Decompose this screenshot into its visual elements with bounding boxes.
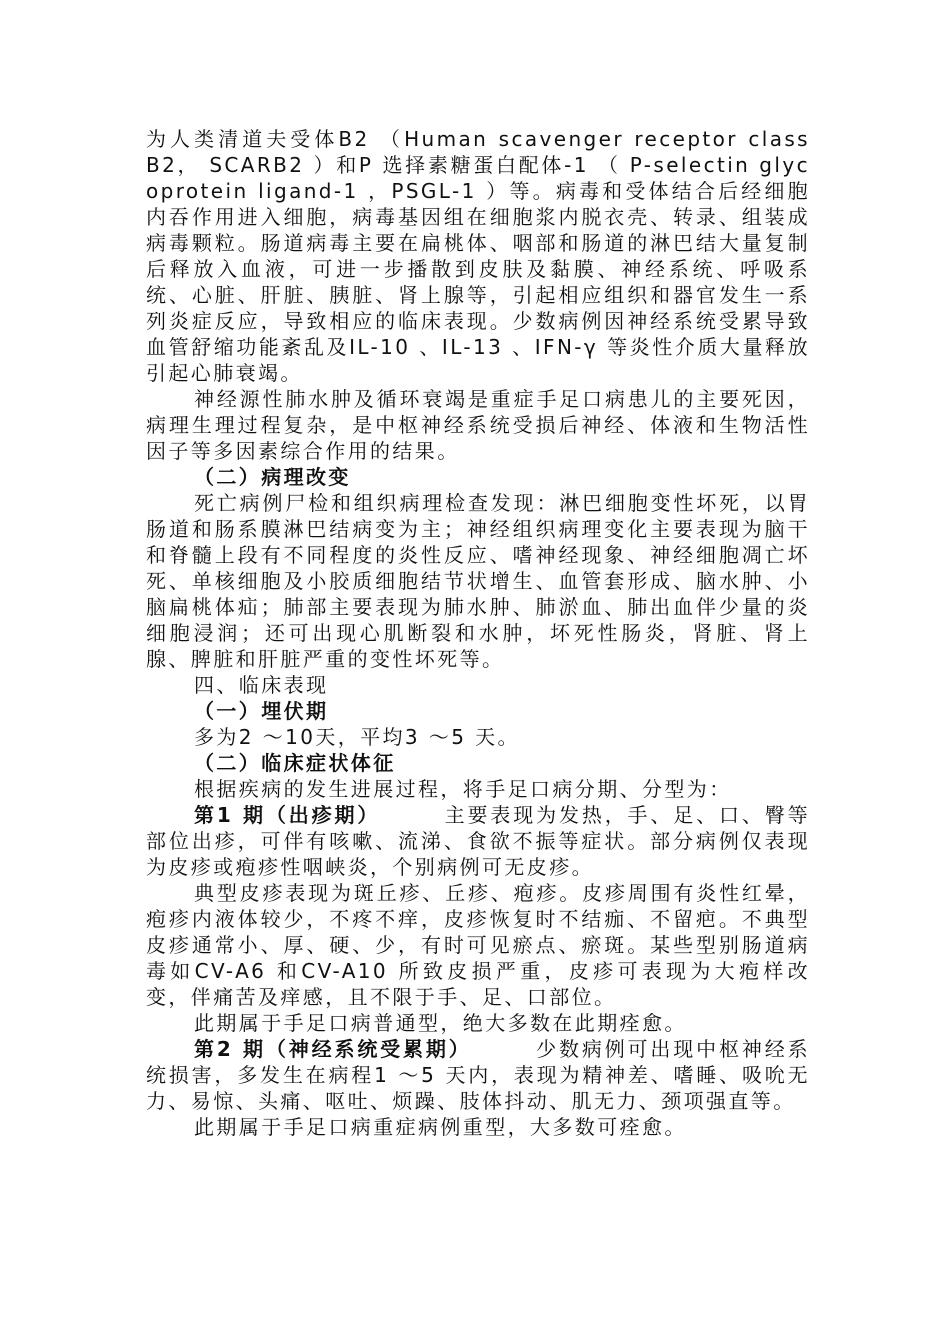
paragraph-death-cause: 神经源性肺水肿及循环衰竭是重症手足口病患儿的主要死因，病理生理过程复杂，是中枢神经系统受损后神经、体液和生物活性因子等多因素综合作用的结果。 xyxy=(146,387,810,463)
stage-1-text: 主要表现为发热，手、足、口、臀等部位出疹，可伴有咳嗽、流涕、食欲不振等症状。部分病例仅表现为皮疹或疱疹性咽峡炎，个别病例可无皮疹。 xyxy=(146,803,810,879)
paragraph-typical-rash: 典型皮疹表现为斑丘疹、丘疹、疱疹。皮疹周围有炎性红晕，疱疹内液体较少，不疼不痒，皮疹恢复时不结痂、不留疤。不典型皮疹通常小、厚、硬、少，有时可见瘀点、瘀斑。某些型别肠道病毒如CV-A6 和CV-A10 所致皮损严重，皮疹可表现为大疱样改变，伴痛苦及痒感，且不限于手、足、口部位。 xyxy=(146,881,810,1009)
paragraph-stage-1 xyxy=(146,802,810,880)
stage-2-label: 第2 期（神经系统受累期） xyxy=(194,1037,472,1061)
heading-pathology-changes: （二）病理改变 xyxy=(194,465,351,489)
heading-clinical-symptoms: （二）临床症状体征 xyxy=(194,751,396,775)
heading-incubation-period: （一）埋伏期 xyxy=(194,699,329,723)
heading-clinical-manifestations: 四、临床表现 xyxy=(194,673,329,697)
paragraph-stage-2 xyxy=(146,1036,810,1114)
paragraph-pathology-findings: 死亡病例尸检和组织病理检查发现：淋巴细胞变性坏死，以胃肠道和肠系膜淋巴结病变为主；神经组织病理变化主要表现为脑干和脊髓上段有不同程度的炎性反应、嗜神经现象、神经细胞凋亡坏死、单核细胞及小胶质细胞结节状增生、血管套形成、脑水肿、小脑扁桃体疝；肺部主要表现为肺水肿、肺淤血、肺出血伴少量的炎细胞浸润；还可出现心肌断裂和水肿，坏死性肠炎，肾脏、肾上腺、脾脏和肝脏严重的变性坏死等。 xyxy=(146,491,810,671)
paragraph-stage-2-type: 此期属于手足口病重症病例重型，大多数可痊愈。 xyxy=(194,1115,687,1139)
stage-2-text: 少数病例可出现中枢神经系统损害，多发生在病程1 ～5 天内，表现为精神差、嗜睡、吸吮无力、易惊、头痛、呕吐、烦躁、肢体抖动、肌无力、颈项强直等。 xyxy=(146,1037,810,1113)
document-page xyxy=(146,126,810,1140)
paragraph-stage-1-type: 此期属于手足口病普通型，绝大多数在此期痊愈。 xyxy=(194,1011,687,1035)
paragraph-staging-intro: 根据疾病的发生进展过程，将手足口病分期、分型为： xyxy=(194,777,732,801)
stage-1-label: 第1 期（出疹期） xyxy=(194,803,381,827)
paragraph-incubation-duration: 多为2 ～10天，平均3 ～5 天。 xyxy=(194,725,520,749)
paragraph-receptors-pathogenesis: 为人类清道夫受体B2 （Human scavenger receptor class B2， SCARB2 ）和P 选择素糖蛋白配体-1 （ P-selectin glycoprotein ligand-1 ，PSGL-1 ）等。病毒和受体结合后经细胞内吞作用进入细胞，病毒基因组在细胞浆内脱衣壳、转录、组装成病毒颗粒。肠道病毒主要在扁桃体、咽部和肠道的淋巴结大量复制后释放入血液，可进一步播散到皮肤及黏膜、神经系统、呼吸系统、心脏、肝脏、胰脏、肾上腺等，引起相应组织和器官发生一系列炎症反应，导致相应的临床表现。少数病例因神经系统受累导致血管舒缩功能紊乱及IL-10 、IL-13 、IFN-γ 等炎性介质大量释放引起心肺衰竭。 xyxy=(146,127,810,385)
